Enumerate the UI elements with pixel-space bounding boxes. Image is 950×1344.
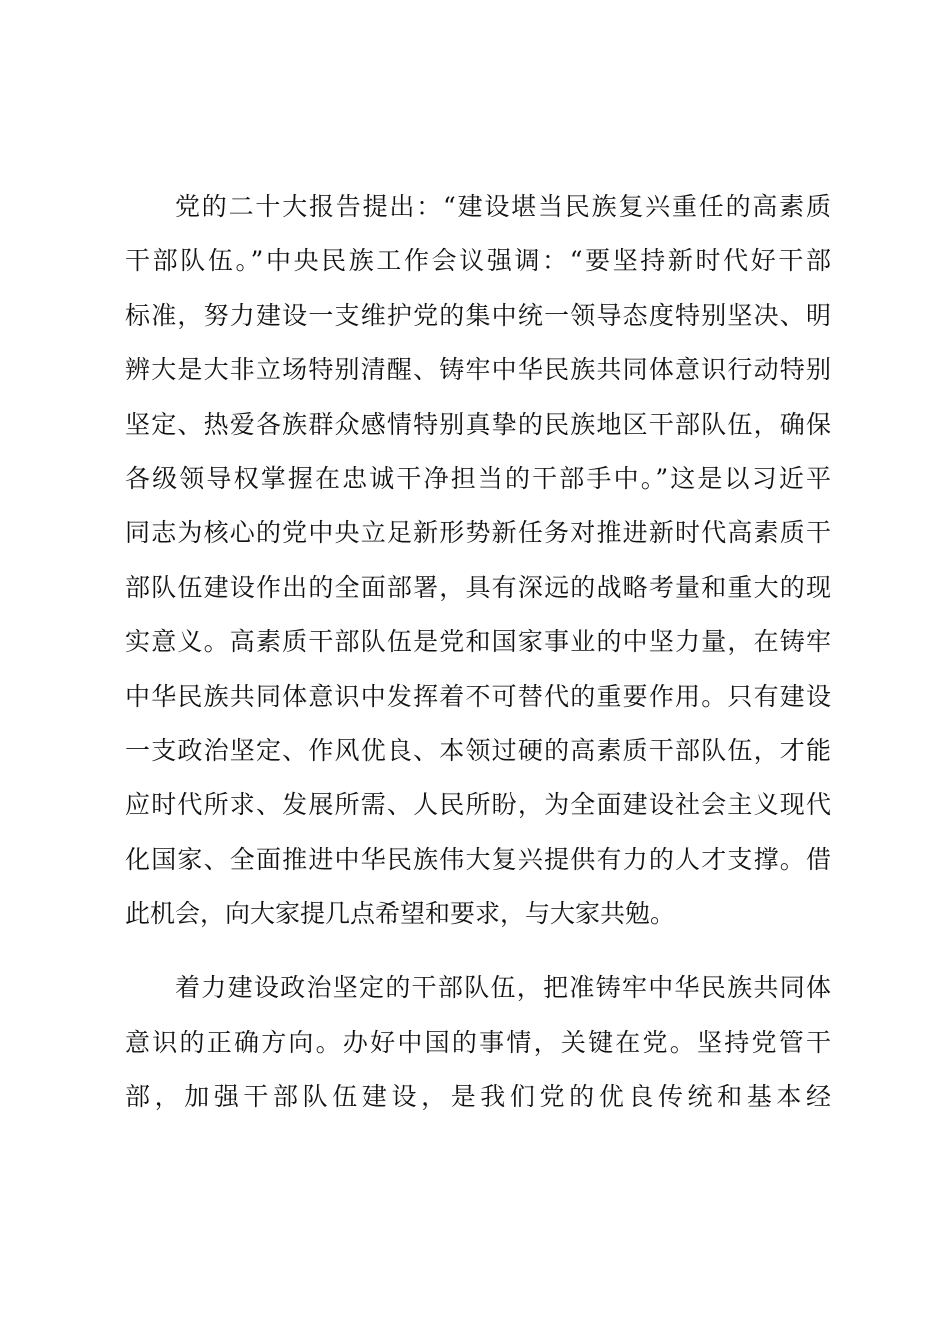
paragraph-line: 一支政治坚定、作风优良、本领过硬的高素质干部队伍，才能 bbox=[125, 735, 831, 765]
paragraph-line: 意识的正确方向。办好中国的事情，关键在党。坚持党管干 bbox=[125, 1027, 831, 1057]
paragraph-line: 此机会，向大家提几点希望和要求，与大家共勉。 bbox=[125, 899, 676, 929]
paragraph-1 bbox=[125, 180, 831, 941]
paragraph-line: 中华民族共同体意识中发挥着不可替代的重要作用。只有建设 bbox=[125, 681, 831, 711]
paragraph-line: 化国家、全面推进中华民族伟大复兴提供有力的人才支撑。借 bbox=[125, 844, 831, 874]
paragraph-line: 同志为核心的党中央立足新形势新任务对推进新时代高素质干 bbox=[125, 518, 831, 548]
paragraph-line: 干部队伍。”中央民族工作会议强调：“要坚持新时代好干部 bbox=[125, 246, 831, 276]
paragraph-line: 部队伍建设作出的全面部署，具有深远的战略考量和重大的现 bbox=[125, 572, 831, 602]
paragraph-line: 部，加强干部队伍建设，是我们党的优良传统和基本经 bbox=[125, 1082, 831, 1112]
paragraph-line: 各级领导权掌握在忠诚干净担当的干部手中。”这是以习近平 bbox=[125, 463, 831, 493]
paragraph-line: 着力建设政治坚定的干部队伍，把准铸牢中华民族共同体 bbox=[175, 973, 831, 1003]
paragraph-line: 辨大是大非立场特别清醒、铸牢中华民族共同体意识行动特别 bbox=[125, 355, 831, 385]
paragraph-line: 实意义。高素质干部队伍是党和国家事业的中坚力量，在铸牢 bbox=[125, 627, 831, 657]
paragraph-line: 标准，努力建设一支维护党的集中统一领导态度特别坚决、明 bbox=[125, 300, 831, 330]
paragraph-line: 党的二十大报告提出：“建设堪当民族复兴重任的高素质 bbox=[175, 192, 831, 221]
paragraph-line: 应时代所求、发展所需、人民所盼，为全面建设社会主义现代 bbox=[125, 790, 831, 820]
paragraph-2 bbox=[125, 961, 831, 1124]
paragraph-spacer bbox=[125, 941, 831, 961]
paragraph-line: 坚定、热爱各族群众感情特别真挚的民族地区干部队伍，确保 bbox=[125, 409, 831, 439]
document-body bbox=[125, 180, 831, 1125]
